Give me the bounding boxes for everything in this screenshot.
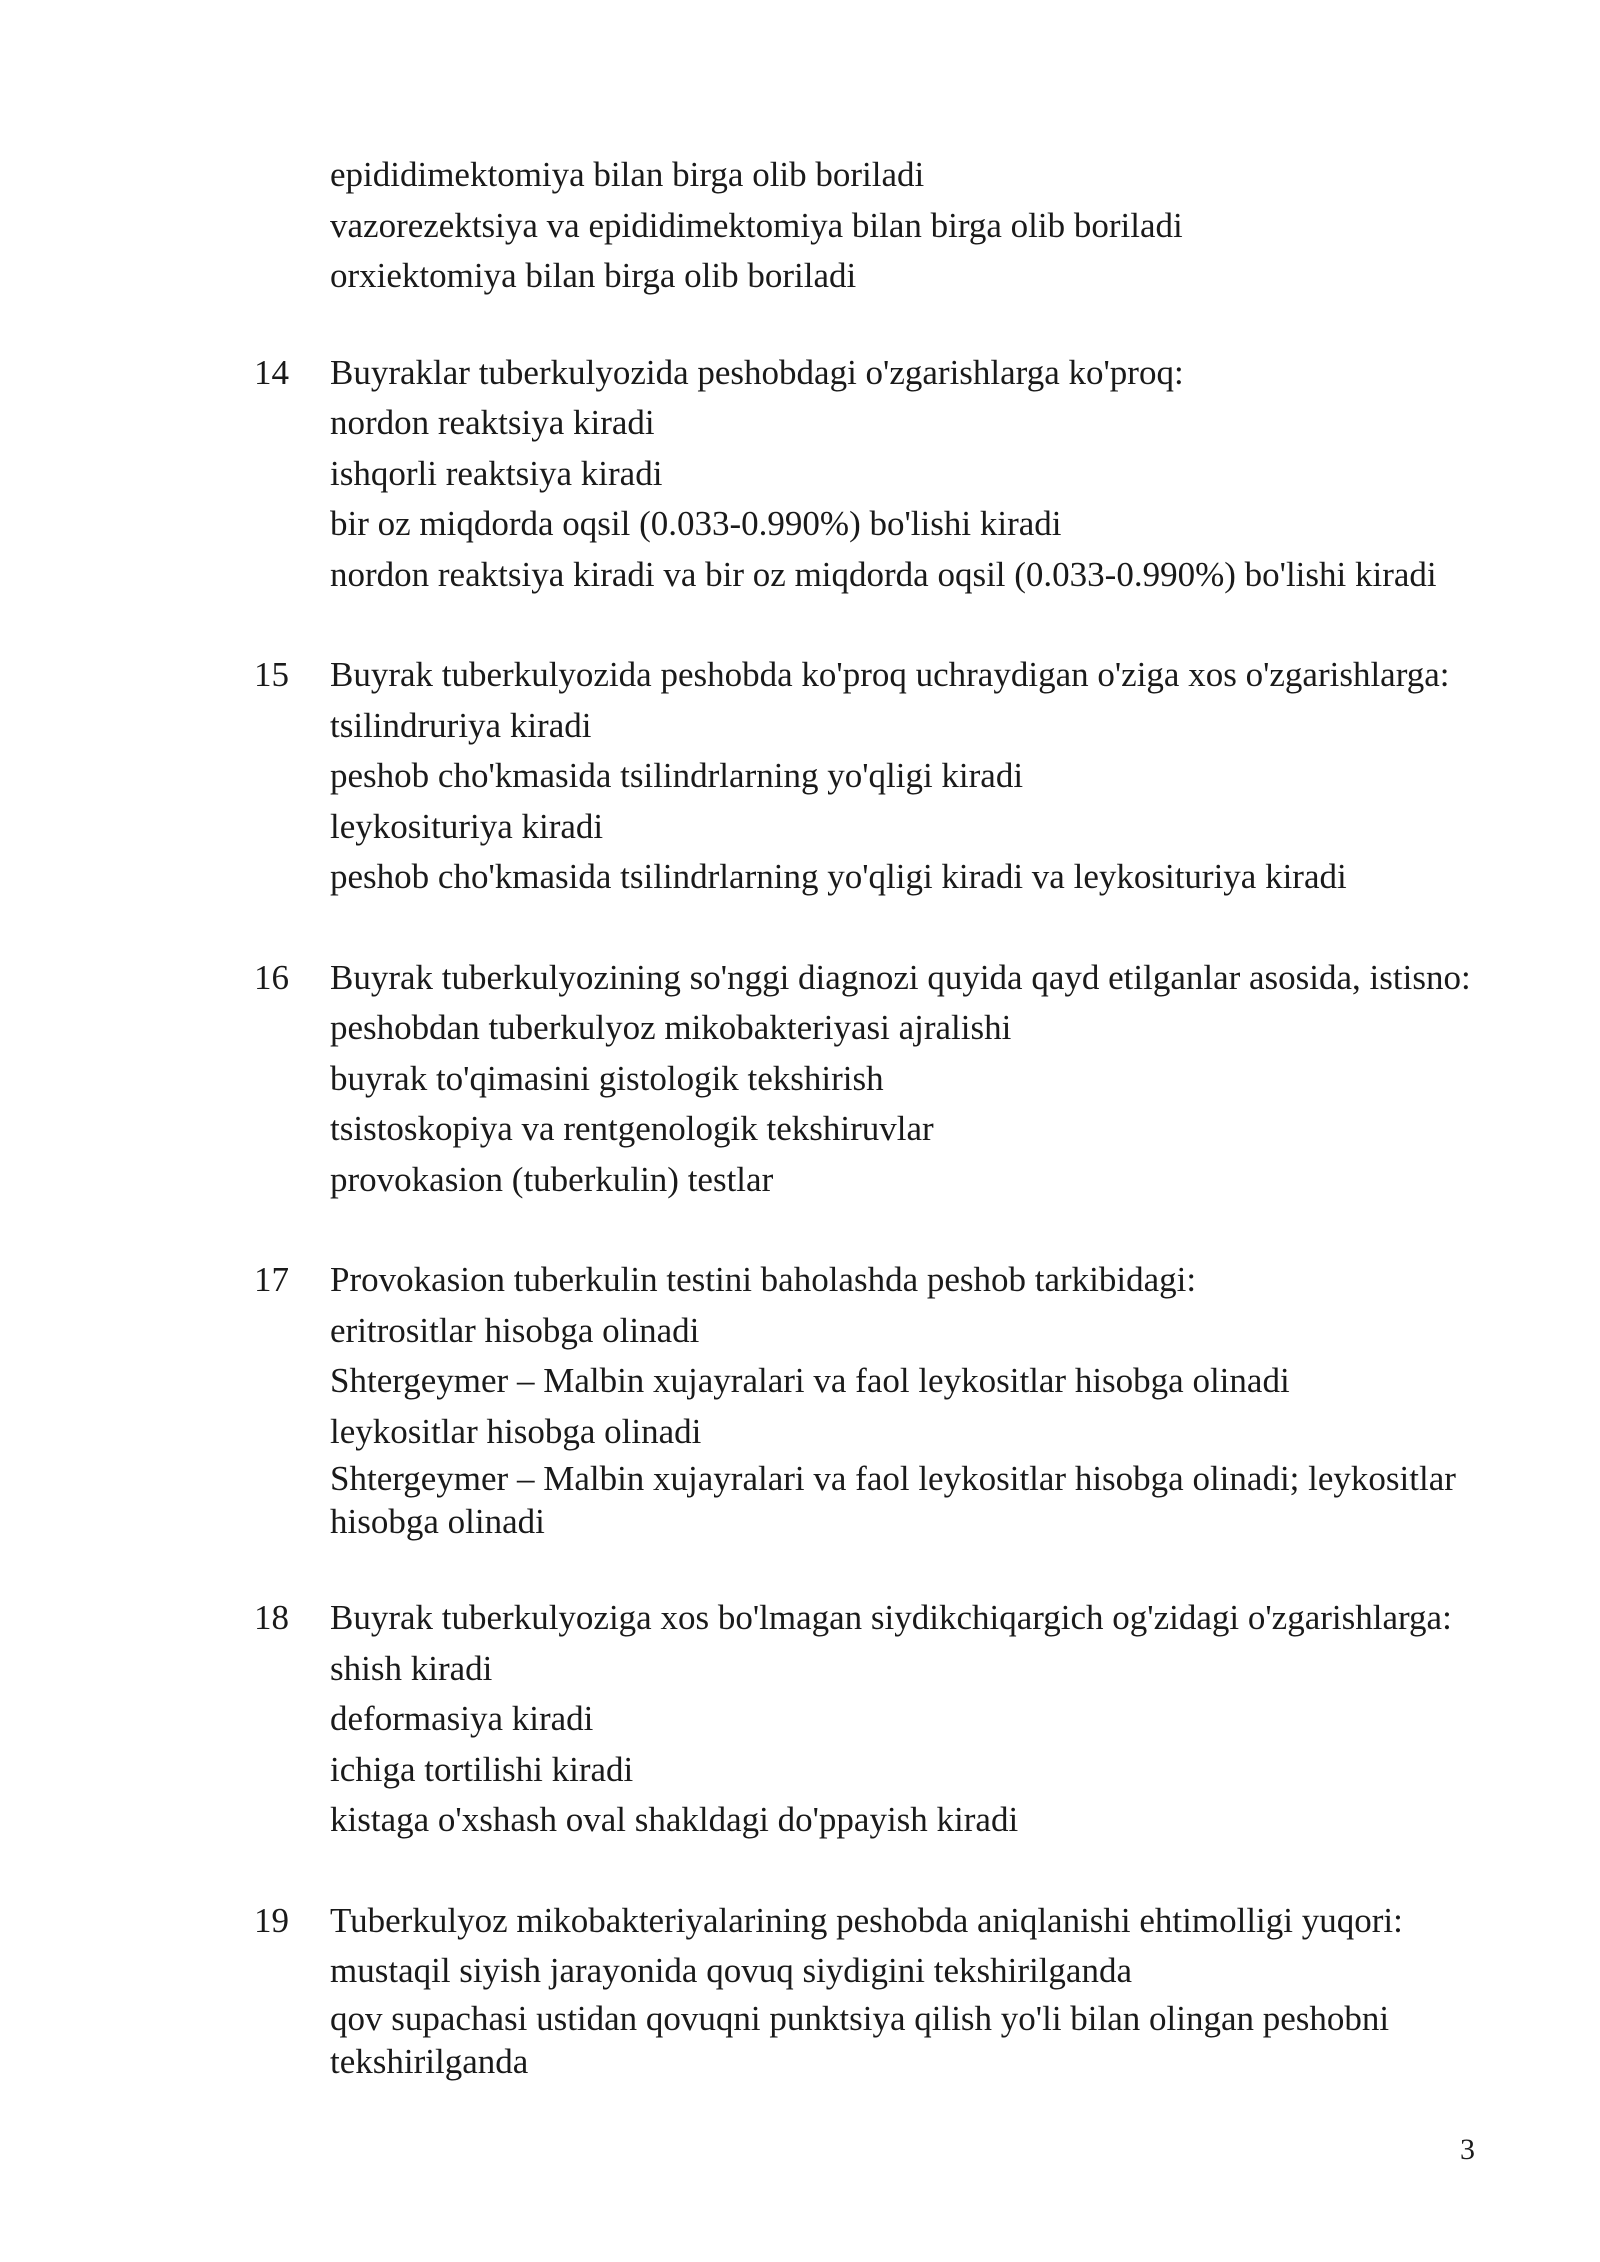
option-text: eritrositlar hisobga olinadi [330,1310,700,1350]
option-text: orxiektomiya bilan birga olib boriladi [330,256,857,295]
option-text: ichiga tortilishi kiradi [330,1749,634,1789]
option-text: Shtergeymer – Malbin xujayralari va faol leykositlar hisobga olinadi; leykositlar hisobga olinadi [330,1459,1456,1541]
question-stem: Provokasion tuberkulin testini baholashda peshob tarkibidagi: [330,1260,1197,1299]
question-16 [254,953,1574,1206]
question-stem: Buyrak tuberkulyozining so'nggi diagnozi quyida qayd etilganlar asosida, istisno: [330,957,1471,997]
question-number: 16 [254,957,289,997]
question-stem: Buyraklar tuberkulyozida peshobdagi o'zgarishlarga ko'proq: [330,352,1184,392]
option-text: shish kiradi [330,1648,493,1688]
option-text: mustaqil siyish jarayonida qovuq siydigini tekshirilganda [330,1951,1132,1990]
option-text: peshob cho'kmasida tsilindrlarning yo'qligi kiradi [330,756,1024,795]
option-text: tsistoskopiya va rentgenologik tekshiruvlar [330,1109,934,1148]
question-14 [254,348,1574,601]
option-text: epididimektomiya bilan birga olib boriladi [330,155,925,194]
option-text: nordon reaktsiya kiradi [330,403,655,442]
option-text: tsilindruriya kiradi [330,705,592,745]
option-text: deformasiya kiradi [330,1699,594,1738]
option-text: nordon reaktsiya kiradi va bir oz miqdorda oqsil (0.033-0.990%) bo'lishi kiradi [330,554,1437,594]
option-text: leykosituriya kiradi [330,806,604,846]
question-number: 18 [254,1598,289,1637]
question-18 [254,1593,1574,1846]
question-stem: Tuberkulyoz mikobakteriyalarining peshobda aniqlanishi ehtimolligi yuqori: [330,1900,1403,1940]
question-15 [254,650,1574,903]
option-text: vazorezektsiya va epididimektomiya bilan birga olib boriladi [330,205,1183,245]
option-text: Shtergeymer – Malbin xujayralari va faol leykositlar hisobga olinadi [330,1361,1290,1400]
question-number: 17 [254,1260,289,1299]
question-number: 14 [254,352,289,392]
option-text: buyrak to'qimasini gistologik tekshirish [330,1058,884,1098]
option-text: peshob cho'kmasida tsilindrlarning yo'qligi kiradi va leykosituriya kiradi [330,857,1347,896]
option-text: peshobdan tuberkulyoz mikobakteriyasi ajralishi [330,1008,1012,1047]
page-number: 3 [1460,2133,1475,2166]
question-number: 19 [254,1900,289,1940]
option-text: kistaga o'xshash oval shakldagi do'ppayish kiradi [330,1800,1019,1839]
question-17 [254,1255,1574,1543]
option-text: provokasion (tuberkulin) testlar [330,1159,774,1199]
option-text: bir oz miqdorda oqsil (0.033-0.990%) bo'lishi kiradi [330,504,1062,543]
question-number: 15 [254,655,289,694]
continued-options [330,150,1574,302]
question-stem: Buyrak tuberkulyozida peshobda ko'proq uchraydigan o'ziga xos o'zgarishlarga: [330,655,1450,694]
option-text: qov supachasi ustidan qovuqni punktsiya qilish yo'li bilan olingan peshobni tekshirilganda [330,1998,1390,2081]
option-text: ishqorli reaktsiya kiradi [330,453,663,493]
option-text: leykositlar hisobga olinadi [330,1411,702,1451]
question-19 [254,1896,1574,2083]
document-body [254,150,1574,2083]
question-stem: Buyrak tuberkulyoziga xos bo'lmagan siydikchiqargich og'zidagi o'zgarishlarga: [330,1598,1452,1637]
